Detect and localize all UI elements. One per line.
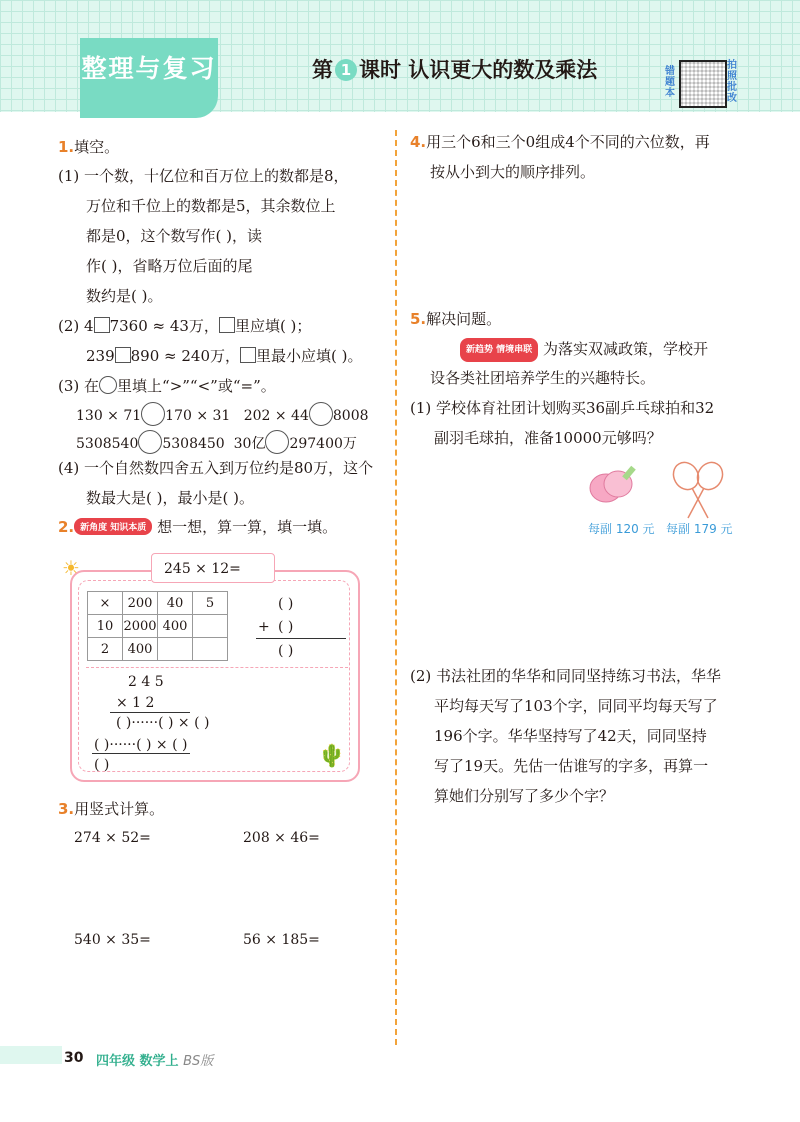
compare-circle[interactable] xyxy=(141,402,165,426)
expression-box: 245 × 12= xyxy=(151,553,275,583)
calc-item-3: 540 × 35= xyxy=(74,932,151,948)
vertical-multiplier: × 1 2 xyxy=(116,695,155,711)
q4-line2: 按从小到大的顺序排列。 xyxy=(430,163,596,181)
q1-p4-line1: (4) 一个自然数四舍五入到万位约是80万，这个 xyxy=(58,459,374,477)
dashed-separator xyxy=(86,667,348,668)
rackets-illustration xyxy=(588,460,738,520)
sum-blank-2[interactable]: ( ) xyxy=(278,619,294,635)
price-ping-pong: 每副 120 元 xyxy=(588,522,655,536)
lesson-number-badge: 1 xyxy=(335,59,357,81)
sum-rule xyxy=(256,638,346,639)
cactus-icon: 🌵 xyxy=(318,744,346,769)
badminton-racket-icon xyxy=(669,460,728,518)
new-trend-tag: 新趋势 情境串联 xyxy=(460,338,538,362)
circle-symbol xyxy=(99,376,117,394)
calc-item-1: 274 × 52= xyxy=(74,830,151,846)
q1-p3-row2: 5308540 5308450 30亿 297400万 xyxy=(76,430,357,454)
compare-circle[interactable] xyxy=(138,430,162,454)
ping-pong-paddle-icon xyxy=(590,466,636,502)
q1-p1-line3: 都是0，这个数写作( )，读 xyxy=(86,227,263,245)
q5-heading: 5.解决问题。 xyxy=(410,310,502,328)
page-number: 30 xyxy=(64,1050,84,1066)
q5-p2-line5: 算她们分别写了多少个字？ xyxy=(434,787,615,805)
q1-p3-row1: 130 × 71 170 × 31 202 × 44 8008 xyxy=(76,402,369,426)
blank-square xyxy=(219,317,235,333)
q2-heading: 2. 新角度 知识本质 想一想，算一算，填一填。 xyxy=(58,518,338,536)
sun-icon: ☀ xyxy=(62,556,80,580)
calc-item-2: 208 × 46= xyxy=(243,830,320,846)
q1-p2-line2: 239 890 ≈ 240万， 里最小应填( )。 xyxy=(86,347,363,365)
photo-grade-label: 拍照批改 xyxy=(727,60,737,104)
q1-p1-line4: 作( )，省略万位后面的尾 xyxy=(86,257,253,275)
partial-product-1[interactable]: ( )······( ) × ( ) xyxy=(116,715,210,731)
q5-p2-line2: 平均每天写了103个字，同同平均每天写了 xyxy=(434,697,718,715)
q1-p1-line1: (1) 一个数，十亿位和百万位上的数都是8， xyxy=(58,167,349,185)
q5-intro-line2: 设各类社团培养学生的兴趣特长。 xyxy=(430,369,656,387)
price-badminton: 每副 179 元 xyxy=(666,522,733,536)
qr-code-icon[interactable] xyxy=(679,60,727,108)
vertical-top: 2 4 5 xyxy=(128,674,164,690)
q5-p2-line3: 196个字。华华坚持写了42天，同同坚持 xyxy=(434,727,707,745)
footer-book-title: 四年级 数学上 BS版 xyxy=(96,1054,214,1069)
plus-sign: + xyxy=(258,619,270,635)
q1-p2-line1: (2) 4 7360 ≈ 43万， 里应填( )； xyxy=(58,317,312,335)
q5-intro-line1: 新趋势 情境串联 为落实双减政策，学校开 xyxy=(460,338,708,362)
column-divider xyxy=(395,130,397,1045)
q1-heading: 1.填空。 xyxy=(58,138,120,156)
q4-line1: 4.用三个6和三个0组成4个不同的六位数，再 xyxy=(410,133,710,151)
error-book-label: 错题本 xyxy=(665,66,675,99)
vertical-rule-2 xyxy=(92,753,190,754)
calc-item-4: 56 × 185= xyxy=(243,932,320,948)
blank-square[interactable] xyxy=(94,317,110,333)
blank-square[interactable] xyxy=(115,347,131,363)
q1-p1-line5: 数约是( )。 xyxy=(86,287,163,305)
sum-result[interactable]: ( ) xyxy=(278,643,294,659)
q5-p1-line2: 副羽毛球拍，准备10000元够吗？ xyxy=(434,429,662,447)
q5-p2-line1: (2) 书法社团的华华和同同坚持练习书法，华华 xyxy=(410,667,722,685)
final-product[interactable]: ( ) xyxy=(94,757,110,773)
compare-circle[interactable] xyxy=(265,430,289,454)
q3-heading: 3.用竖式计算。 xyxy=(58,800,165,818)
partial-product-2[interactable]: ( )······( ) × ( ) xyxy=(94,737,188,753)
area-model-grid: × 200 40 5 10 2000 400 2 400 xyxy=(87,591,228,661)
q5-p1-line1: (1) 学校体育社团计划购买36副乒乓球拍和32 xyxy=(410,399,715,417)
q5-p2-line4: 写了19天。先估一估谁写的字多，再算一 xyxy=(434,757,709,775)
q1-p3-title: (3) 在 里填上“>”“<”或“=”。 xyxy=(58,377,276,395)
lesson-title: 第 1 课时 认识更大的数及乘法 xyxy=(312,58,598,82)
q1-p4-line2: 数最大是( )，最小是( )。 xyxy=(86,489,254,507)
section-title: 整理与复习 xyxy=(80,38,218,118)
compare-circle[interactable] xyxy=(309,402,333,426)
blank-square xyxy=(240,347,256,363)
q1-p1-line2: 万位和千位上的数都是5，其余数位上 xyxy=(86,197,336,215)
sum-blank-1[interactable]: ( ) xyxy=(278,596,294,612)
new-angle-tag: 新角度 知识本质 xyxy=(74,518,152,535)
